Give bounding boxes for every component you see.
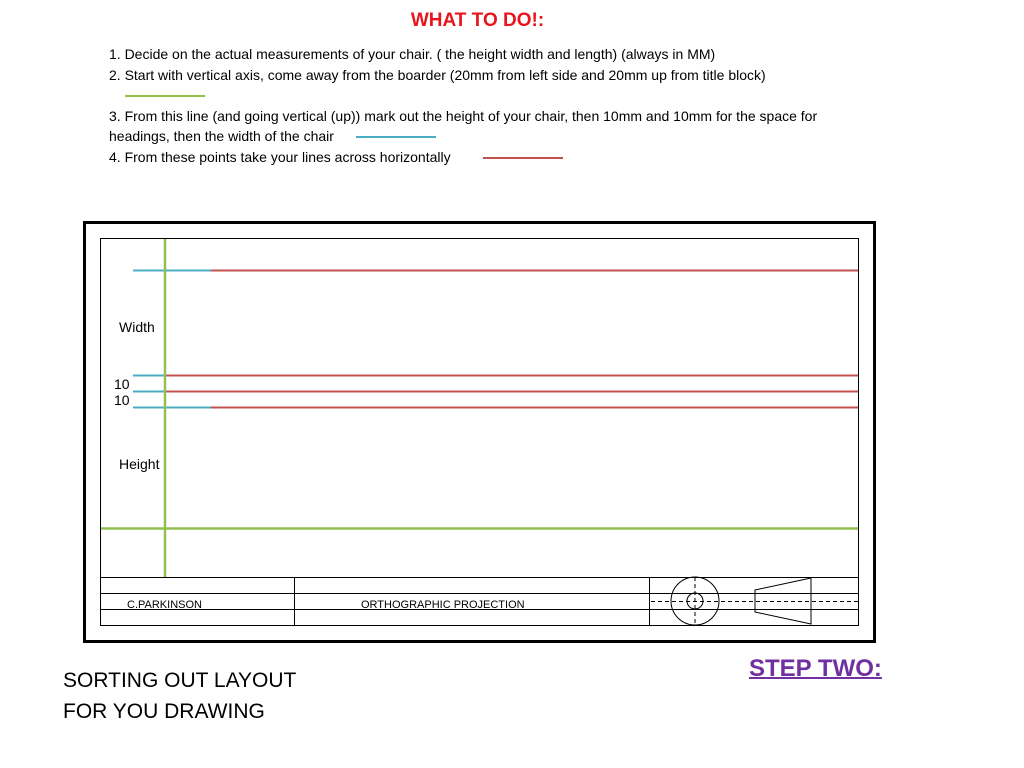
instruction-step-1-text: 1. Decide on the actual measurements of your chair. ( the height width and length) (always in MM): [109, 46, 716, 62]
caption-line-1: SORTING OUT LAYOUT: [63, 669, 297, 692]
drawing-sheet-svg: [83, 221, 876, 643]
drawing-title: ORTHOGRAPHIC PROJECTION: [361, 599, 525, 611]
gap-label-bottom: 10: [114, 392, 130, 408]
slide-caption: [63, 665, 296, 727]
instruction-step-4-text: 4. From these points take your lines across horizontally: [109, 148, 451, 165]
instruction-step-3: [109, 106, 829, 147]
sheet-outer-border: [85, 223, 875, 642]
caption-line-2: FOR YOU DRAWING: [63, 700, 265, 723]
drawing-sheet: [83, 221, 876, 643]
instruction-step-2-text: 2. Start with vertical axis, come away from the boarder (20mm from left side and 20mm up from title block): [109, 66, 766, 83]
width-label: Width: [119, 319, 155, 335]
gap-label-top: 10: [114, 376, 130, 392]
height-label: Height: [119, 456, 160, 472]
page-title: WHAT TO DO!:: [410, 10, 545, 31]
author-name: C.PARKINSON: [127, 599, 202, 611]
instruction-step-1: [109, 44, 829, 65]
step-label: STEP TWO:: [749, 655, 882, 682]
red-line-key: [483, 157, 563, 159]
instructions-list: [109, 44, 829, 167]
instruction-step-2: [109, 65, 829, 106]
blue-line-key: [356, 136, 436, 138]
instruction-step-4: [109, 147, 829, 168]
green-line-key: [125, 95, 205, 97]
instruction-step-3-text: 3. From this line (and going vertical (up)) mark out the height of your chair, then 10mm and 10mm for the space for headings, then the width of the chair: [109, 107, 818, 144]
